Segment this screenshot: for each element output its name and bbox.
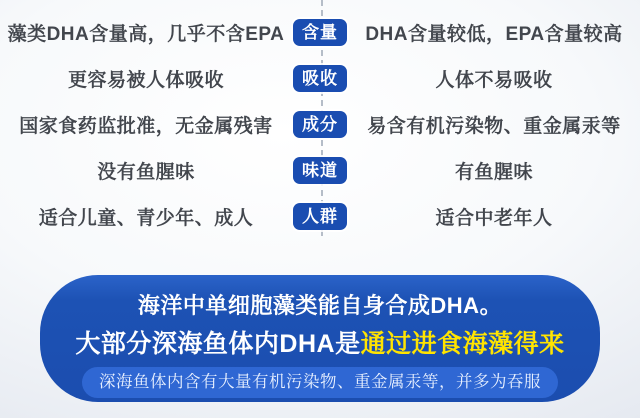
comparison-row-audience — [0, 193, 640, 239]
comparison-row-taste — [0, 147, 640, 193]
fish-oil-column-text: 人体不易吸收 — [435, 69, 553, 91]
category-badge: 成分 — [293, 111, 347, 138]
comparison-row-ingredients — [0, 101, 640, 147]
algae-column-text: 适合儿童、青少年、成人 — [38, 207, 254, 229]
algae-column-text: 更容易被人体吸收 — [67, 69, 224, 91]
summary-note-pill: 深海鱼体内含有大量有机污染物、重金属汞等，并多为吞服 — [82, 367, 558, 398]
comparison-table — [0, 9, 640, 239]
algae-column-text: 没有鱼腥味 — [97, 161, 195, 183]
summary-line-2 — [40, 324, 600, 360]
algae-column-text: 国家食药监批准，无金属残害 — [19, 115, 273, 137]
badge-cell — [292, 111, 348, 138]
fish-oil-column-text: 有鱼腥味 — [454, 161, 533, 183]
summary-box — [40, 275, 600, 402]
summary-line-2-plain: 大部分深海鱼体内DHA是 — [75, 330, 361, 358]
fish-oil-column-text: DHA含量较低，EPA含量较高 — [365, 23, 623, 45]
badge-cell — [292, 203, 348, 230]
category-badge: 人群 — [293, 203, 347, 230]
badge-cell — [292, 65, 348, 92]
category-badge: 吸收 — [293, 65, 347, 92]
fish-oil-column-text: 适合中老年人 — [435, 207, 553, 229]
fish-oil-column-text: 易含有机污染物、重金属汞等 — [367, 115, 621, 137]
comparison-row-absorption — [0, 55, 640, 101]
summary-line-2-highlight: 通过进食海藻得来 — [360, 330, 565, 358]
summary-line-1: 海洋中单细胞藻类能自身合成DHA。 — [137, 293, 503, 318]
badge-cell — [292, 19, 348, 46]
algae-column-text: 藻类DHA含量高，几乎不含EPA — [7, 23, 285, 45]
comparison-row-content — [0, 9, 640, 55]
summary-note-row — [40, 367, 600, 398]
badge-cell — [292, 157, 348, 184]
category-badge: 含量 — [293, 19, 347, 46]
category-badge: 味道 — [293, 157, 347, 184]
